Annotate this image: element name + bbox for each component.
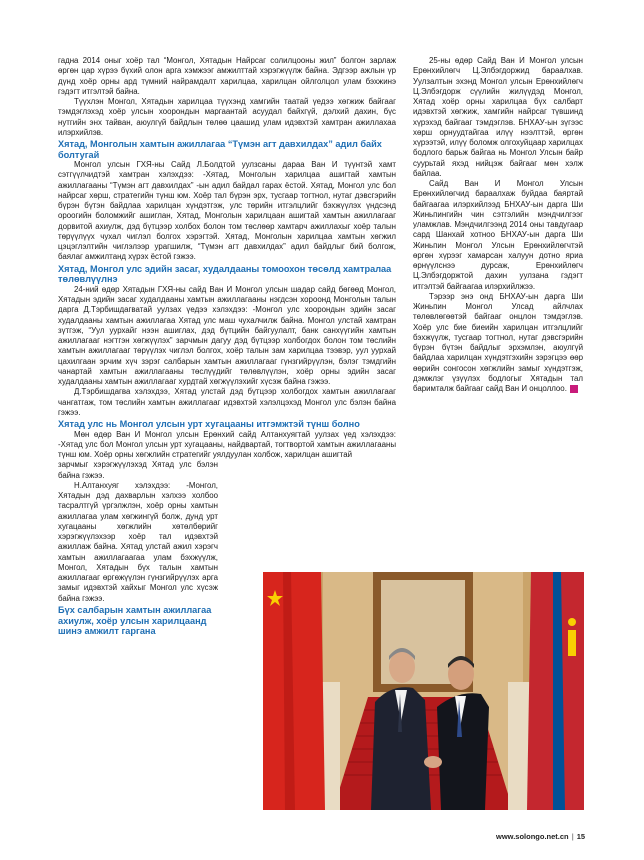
paragraph: Д.Тэрбишдагва хэлэхдээ, Хятад улстай дэд бүтцээр холбогдох хамтын ажиллагааг чангатгаж, том төслийн хамтын ажиллагааг идэвхтэй хэлэлцэхэд Монгол улс бэлэн байна гэжээ. xyxy=(58,387,396,417)
section-heading: Хятад, Монголын хамтын ажиллагаа “Түмэн агт давхилдах” адил байх болтугай xyxy=(58,139,382,160)
paragraph: 25-ны өдөр Сайд Ван И Монгол улсын Ерөнхийлөгч Ц.Элбэгдоржид бараалхав. Уулзалтын эхэнд Монгол улсын Ерөнхийлөгч Ц.Элбэгдорж сүүлийн жилүүдэд Монгол, Хятад хоёр орны харилцаа бүх салбарт идэвхтэй хөгжиж, хамгийн найрсаг түвшинд хүрэхэд байгааг тэмдэглэв. БНХАУ-ын зүгээс хөрш орнуудтайгаа илүү нээлттэй, өргөн хүрээтэй, илүү боломж олгохуйцаар харилцах бодлого барьж байгаа нь Монгол Улсын байр суурьтай яхэд нийцэж байгааг мөн хэлж байлаа. xyxy=(413,56,583,178)
paragraph: Монгол улсын ГХЯ-ны Сайд Л.Болдтой уулзсаны дараа Ван И түүнтэй хамт сэтгүүлчидтэй хамтран хэлэхдээ: -Хятад, Монголын харилцаа ашигтай хамтын ажиллагааны “Түмэн агт давхилдах” -ын адил байдал гарах ёстой. Хятад, Монгол улс бол найрсаг хөрш, стратегийн түнш юм. Хоёр тал бүрэн эрх, тусгаар тогтнол, нутаг дэвсгэрийн бүрэн бүтэн байдлаа харилцан хүндэтгэж, улс төрийн итгэлцлийг бэхжүүлэх үндсэнд ороогийн боломжийг ашиглан, Хятад, Монголын харилцаан ашигтай хамтын ажиллагааг дорвитой ахиулж, дэд бүтцээр холбох болон том төслөөр хамтарч ажиллахыг хоёр талын төрүүлүүх чухал чиглэл болгох хэрэгтэй. Хятад, Монголын харилцаа хамтын хөгжил цэцэглэлтийн чиглэлээр урагшилж, “Түмэн агт давхилдах” адил байдлыг бий болгож, баялаг амжилтанд хүрэх ёстой гэжээ. xyxy=(58,160,396,262)
meeting-photo xyxy=(263,572,584,810)
end-mark-icon xyxy=(570,385,578,393)
page-number: 15 xyxy=(576,832,586,841)
section-heading: Хятад улс нь Монгол улсын урт хугацааны итгэмжтэй түнш болно xyxy=(58,419,360,430)
paragraph: Н.Алтанхуяг хэлэхдээ: -Монгол, Хятадын дэд дахварлын хэлхээ холбоо тасралтгүй үргэлжлэн, хоёр орны хамтын ажиллагаа улам хөгжингүй болж, дунд урт хугацааны хөгжлийн хөтөлбөрийг хэрэгжүүлэхээр хоёр тал идэвхтэй ажиллаж байна. Хятад улстай ажил хэрэгч хамтын ажиллагаагаа улам бэхжүүлж, Монгол, Хятадын бүх талын хамтын ажиллагааг өргөжүүлэн гүнзгийрүүлэх арга замыг идэвхтэй хайхыг Монгол улс хүсэж байна гэжээ. xyxy=(58,480,218,603)
section-heading: Бүх салбарын хамтын ажиллагаа ахиулж, хоёр улсын харилцаанд шинэ амжилт гаргана xyxy=(58,604,212,637)
handshake-photo xyxy=(263,572,584,810)
paragraph: зарчмыг хэрэгжүүлэхэд Хятад улс бэлэн байна гэжээ. xyxy=(58,460,218,480)
left-column xyxy=(58,56,396,637)
right-column xyxy=(413,56,583,394)
website-link[interactable]: www.solongo.net.cn xyxy=(496,832,569,841)
page-footer: www.solongo.net.cn | 15 xyxy=(496,832,586,841)
soyombo-icon xyxy=(568,618,576,626)
paragraph-text: Тэрээр энэ онд БНХАУ-ын дарга Ши Жиньпин Монгол Улсад айлчлах төлөвлөгөөтэй байгааг онцлон тэмдэглэв. Хоёр улс бие биеийн харилцан итгэлцлийг бэхжүүлж, тусгаар тогтнол, нутаг дэвсгэрийн бүрэн бүтэн байдлыг эрхэмлэн, аюулгүй байдлаа харилцан хүндэтгэхийн зэрэгцээ өөр өөрийн сонгосон хөгжлийн замыг хүндэтгэж, дэмжлэг үзүүлэх бодлогыг Хятадын тал баримталж байгааг сайд Ван И онцоллоо. xyxy=(413,291,583,393)
paragraph: гадна 2014 оныг хоёр тал “Монгол, Хятадын Найрсаг солилцооны жил” болгон зарлаж өргөн цар хүрээ бүхий олон арга хэмжээг амжилттай хэрэгжүүлж байна. Эдгээр ажлын үр дүнд хоёр орны ард түмний найрамдалт харилцаа, харилцан ойлголцол улам бэхжинэ гэдэгт итгэлтэй байна. xyxy=(58,56,396,96)
handshake xyxy=(424,756,442,768)
section-heading: Хятад, Монгол улс эдийн засаг, худалдааны томоохон төсөлд хамтралаа төлөвлүүлнэ xyxy=(58,263,392,285)
paragraph: 24-ний өдөр Хятадын ГХЯ-ны сайд Ван И Монгол улсын шадар сайд бөгөөд Монгол, Хятадын эдийн засаг худалдааны хамтын ажиллагааны нэгдсэн хороонд Монголын талын дарга Д.Тэрбишдагватай уулзах үедээ хэлэхдээ: -Монгол улс хоорондын эдийн засаг худалдааны хамтын ажиллагаа Хятад улс маш чухалчилж байна. Монгол улстай хамтран зүтгэж, “Уул уурхайг нээн ашиглах, дэд бүтцийн байгуулалт, банк санхүүгийн хамтын ажиллагааг нэгтгэн хөгжүүлэх” зарчмын дагуу дэд бүтцээр холбогдох болон том төслийн хамтын ажиллагааг төрүүлэх чиглэл болгох, хоёр талын зам харилцаа тээвэр, уул уурхай цахилгаан эрчим хүч зэрэг салбарын хамтын ажиллагааг гүнзгийрүүлэн, бэлэг тэмдгийн чанартай хамтын ажиллагааны төслүүдийг төлөвлүүлэн, хоёр орны эдийн засаг худалдааны хамтын ажиллагааг хурдтай хөгжүүлэхийг хүсэж байна гэжээ. xyxy=(58,284,396,387)
paragraph: Түүхлэн Монгол, Хятадын харилцаа түүхэнд хамгийн таатай үедээ хөгжиж байгааг тэмдэглэхэд хоёр улсын хоорондын маргаантай асуудал байхгүй, дэлхий дахин, бүс нутгийн энх тайван, аюулгүй байдлын төлөө цаашид улам идэвхтэй хамтран ажиллахаа илэрхийлэв. xyxy=(58,97,396,137)
right-railing xyxy=(508,682,530,810)
mongolia-flag xyxy=(527,572,584,810)
china-flag xyxy=(263,572,325,810)
paragraph: Сайд Ван И Монгол Улсын Ерөнхийлөгчид бараалхаж буйдаа баяртай байгаагаа илэрхийлээд БНХАУ-ын дарга Ши Жиньпингийн чин сэтгэлийн мэндчилгээг уламжлав. Мэндчилгээнд 2014 оны тавдугаар сард Шанхай хотноо БНХАУ-ын дарга Ши Жиньпин Монгол Улсын Ерөнхийлөгчтэй өргөн хүрээг хамарсан халуун дотно яриа өрнүүлснээ дурсаж, Ерөнхийлөгч Ц.Элбэгдоржтой дахин уулзана гэдэгт итгэлтэй байгаагаа илэрхийлжээ. xyxy=(413,179,583,291)
paragraph: Мөн өдөр Ван И Монгол улсын Ерөнхий сайд Алтанхуягтай уулзах үед хэлэхдээ: -Хятад улс бол Монгол улсын урт хугацааны, найдвартай, тогтвортой хамтын ажиллагааны түнш юм. Хоёр орны хөгжлийн стратегийг уялдуулан холбож, харилцан ашигтай xyxy=(58,429,396,460)
paragraph xyxy=(413,292,583,395)
narrow-column xyxy=(58,460,218,636)
